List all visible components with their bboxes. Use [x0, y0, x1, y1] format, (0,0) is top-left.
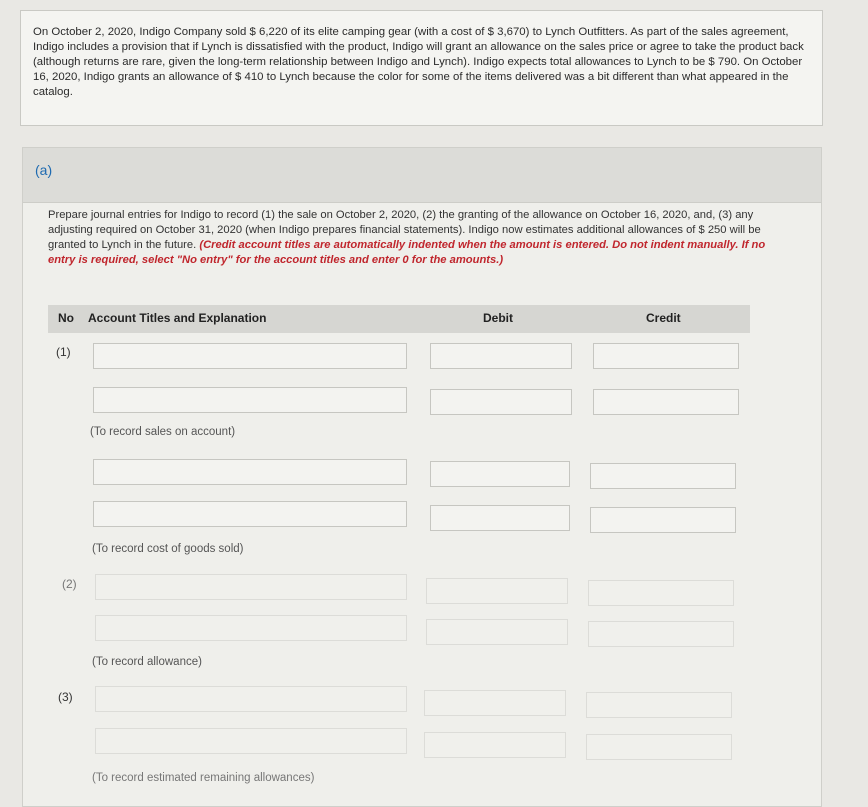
header-credit: Credit	[646, 311, 681, 325]
entry-2-credit-2[interactable]	[588, 621, 734, 647]
part-label: (a)	[35, 162, 53, 178]
entry-1-credit-2[interactable]	[593, 389, 739, 415]
entry-1-account-1[interactable]	[93, 343, 407, 369]
part-a-header	[23, 148, 821, 203]
entry-1-debit-3[interactable]	[430, 461, 570, 487]
entry-2-number: (2)	[62, 577, 77, 591]
entry-1-credit-3[interactable]	[590, 463, 736, 489]
instructions-main: Prepare journal entries for Indigo to record (1) the sale on October 2, 2020, (2) the granting of the allowance on October 16, 2020, and, (3) any adjusting required on October 31, 2020 (when Indigo prepares financial statements). Indigo now estimates additional allowances of $ 250 will be granted to Lynch in the future.	[48, 209, 761, 251]
entry-3-number: (3)	[58, 690, 73, 704]
entry-1-number: (1)	[56, 345, 71, 359]
entry-2-account-1[interactable]	[95, 574, 407, 600]
entry-1-explanation-cogs: (To record cost of goods sold)	[92, 543, 244, 555]
entry-1-account-4[interactable]	[93, 501, 407, 527]
journal-table-header	[48, 305, 750, 333]
entry-3-credit-1[interactable]	[586, 692, 732, 718]
entry-2-explanation: (To record allowance)	[92, 656, 202, 668]
entry-3-account-1[interactable]	[95, 686, 407, 712]
entry-1-account-2[interactable]	[93, 387, 407, 413]
entry-3-debit-1[interactable]	[424, 690, 566, 716]
instructions	[48, 208, 778, 268]
entry-1-account-3[interactable]	[93, 459, 407, 485]
entry-2-credit-1[interactable]	[588, 580, 734, 606]
instructions-note: (Credit account titles are automatically indented when the amount is entered. Do not indent manually. If no entry is required, select "No entry" for the account titles and enter 0 for the amounts.)	[48, 239, 766, 266]
entry-2-account-2[interactable]	[95, 615, 407, 641]
problem-statement	[20, 10, 823, 126]
header-account: Account Titles and Explanation	[88, 311, 267, 325]
entry-1-credit-1[interactable]	[593, 343, 739, 369]
entry-1-debit-2[interactable]	[430, 389, 572, 415]
header-debit: Debit	[483, 311, 513, 325]
entry-1-debit-4[interactable]	[430, 505, 570, 531]
entry-2-debit-2[interactable]	[426, 619, 568, 645]
entry-3-debit-2[interactable]	[424, 732, 566, 758]
entry-2-debit-1[interactable]	[426, 578, 568, 604]
entry-1-credit-4[interactable]	[590, 507, 736, 533]
entry-1-debit-1[interactable]	[430, 343, 572, 369]
entry-3-account-2[interactable]	[95, 728, 407, 754]
problem-text: On October 2, 2020, Indigo Company sold $ 6,220 of its elite camping gear (with a cost of $ 3,670) to Lynch Outfitters. As part of the sales agreement, Indigo includes a provision that if Lynch is dissatisfied with the product, Indigo will grant an allowance on the sales price or agree to take the product back (although returns are rare, given the long-term relationship between Indigo and Lynch). Indigo expects total allowances to Lynch to be $ 790. On October 16, 2020, Indigo grants an allowance of $ 410 to Lynch because the color for some of the items delivered was a bit different than what appeared in the catalog.	[33, 26, 804, 98]
header-no: No	[58, 311, 74, 325]
entry-1-explanation-sales: (To record sales on account)	[90, 426, 236, 438]
entry-3-explanation: (To record estimated remaining allowances)	[92, 772, 315, 784]
entry-3-credit-2[interactable]	[586, 734, 732, 760]
